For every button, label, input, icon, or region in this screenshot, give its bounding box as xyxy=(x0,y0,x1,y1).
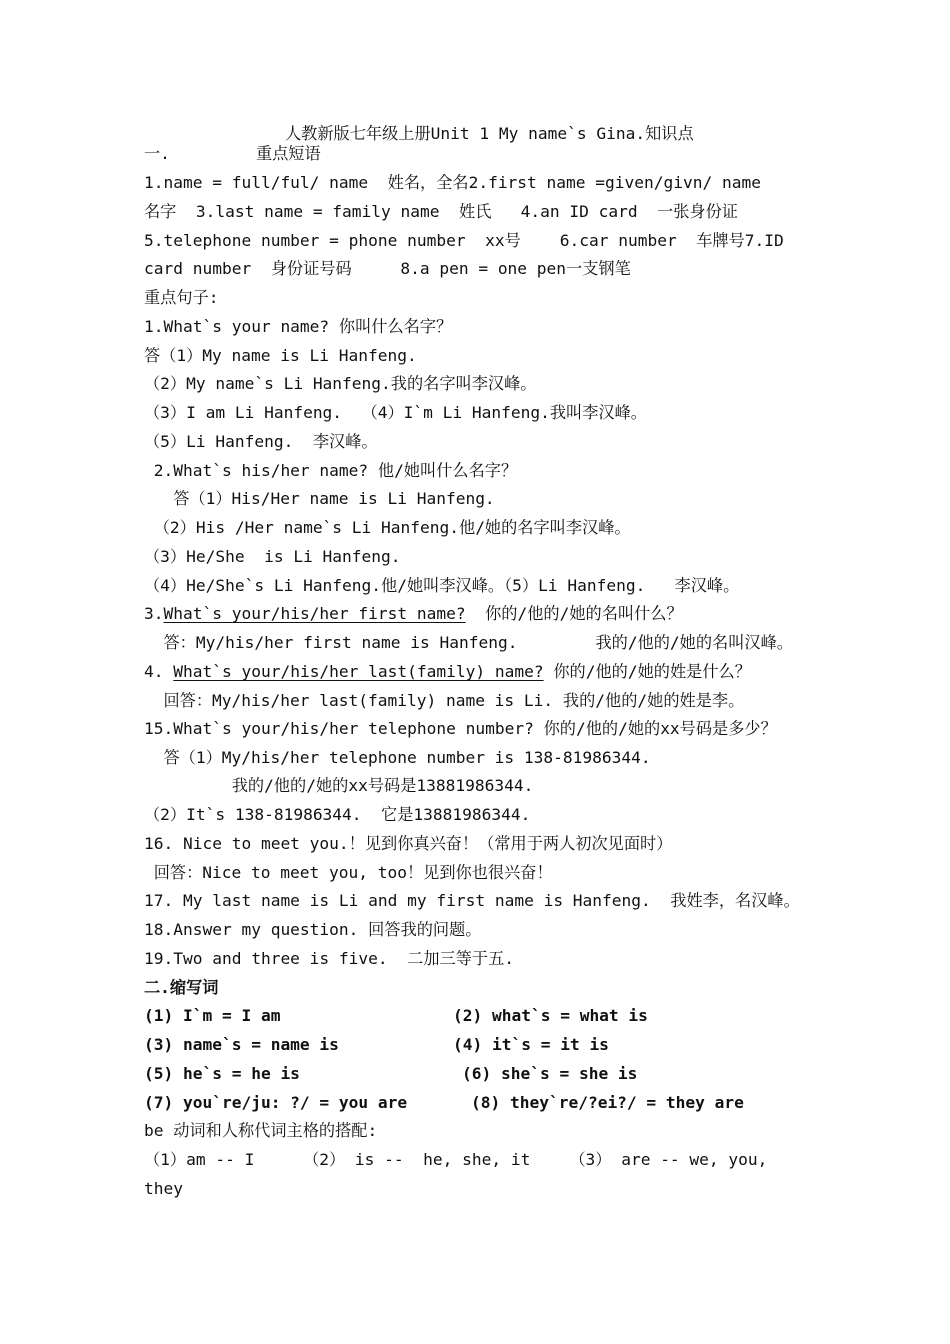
phrase-line: 5.telephone number = phone number xx号 6.car number 车牌号7.ID xyxy=(144,231,784,250)
section1-heading-text: 重点短语 xyxy=(255,144,321,163)
contraction-item: (6) she`s = she is xyxy=(462,1064,638,1083)
sentence-line: 18.Answer my question. 回答我的问题。 xyxy=(144,920,482,939)
sentence-line xyxy=(144,662,751,682)
sentence-line: 19.Two and three is five. 二加三等于五. xyxy=(144,949,515,968)
answer-line: （2）It`s 138-81986344. 它是13881986344. xyxy=(144,805,531,824)
phrase-line: 1.name = full/ful/ name 姓名，全名2.first name =given/givn/ name xyxy=(144,173,761,192)
contraction-item: (5) he`s = he is xyxy=(144,1064,300,1083)
sentences-heading: 重点句子: xyxy=(144,288,219,307)
answer-line: （2）His /Her name`s Li Hanfeng.他/她的名字叫李汉峰。 xyxy=(144,518,631,537)
contraction-item: (8) they`re/?ei?/ = they are xyxy=(471,1093,744,1112)
phrase-line: card number 身份证号码 8.a pen = one pen一支钢笔 xyxy=(144,259,631,278)
phrase-line: 名字 3.last name = family name 姓氏 4.an ID card 一张身份证 xyxy=(144,202,738,221)
answer-line: （2）My name`s Li Hanfeng.我的名字叫李汉峰。 xyxy=(144,374,537,393)
question-translation: 你的/他的/她的姓是什么？ xyxy=(543,662,751,681)
sentence-line: 15.What`s your/his/her telephone number? 你的/他的/她的xx号码是多少？ xyxy=(144,719,777,738)
contraction-item: (7) you`re/ju: ?/ = you are xyxy=(144,1093,408,1112)
answer-line: 我的/他的/她的xx号码是13881986344. xyxy=(144,776,534,795)
sentence-line: 1.What`s your name? 你叫什么名字？ xyxy=(144,317,453,336)
be-verb-line: （1）am -- I （2） is -- he, she, it （3） are -- we, you, xyxy=(144,1150,768,1169)
answer-line: （3）I am Li Hanfeng. （4）I`m Li Hanfeng.我叫李汉峰。 xyxy=(144,403,647,422)
sentence-line: 17. My last name is Li and my first name is Hanfeng. 我姓李，名汉峰。 xyxy=(144,891,800,910)
answer-line: （5）Li Hanfeng. 李汉峰。 xyxy=(144,432,378,451)
underlined-question: What`s your/his/her last(family) name? xyxy=(173,662,544,681)
answer-line: 答（1）My name is Li Hanfeng. xyxy=(144,346,417,365)
answer-line: 答（1）His/Her name is Li Hanfeng. xyxy=(144,489,495,508)
answer-line: 回答：My/his/her last(family) name is Li. 我的/他的/她的姓是李。 xyxy=(144,691,745,710)
underlined-question: What`s your/his/her first name? xyxy=(163,604,466,623)
contraction-item: (3) name`s = name is xyxy=(144,1035,339,1054)
sentence-number: 3. xyxy=(144,604,164,623)
be-verb-heading: be 动词和人称代词主格的搭配: xyxy=(144,1121,378,1140)
sentence-number: 4. xyxy=(144,662,174,681)
contraction-item: (4) it`s = it is xyxy=(453,1035,609,1054)
section2-heading: 二.缩写词 xyxy=(144,978,219,997)
answer-line: 答：My/his/her first name is Hanfeng. 我的/他的/她的名叫汉峰。 xyxy=(144,633,793,652)
contraction-item: (1) I`m = I am xyxy=(144,1006,281,1025)
contraction-item: (2) what`s = what is xyxy=(453,1006,648,1025)
sentence-line: 16. Nice to meet you.！见到你真兴奋！（常用于两人初次见面时） xyxy=(144,834,673,853)
section1-heading xyxy=(144,144,321,164)
page-title: 人教新版七年级上册Unit 1 My name`s Gina.知识点 xyxy=(285,124,694,143)
sentence-line xyxy=(144,604,683,624)
section1-heading-number: 一. xyxy=(144,144,170,163)
answer-line: 答（1）My/his/her telephone number is 138-81986344. xyxy=(144,748,651,767)
answer-line: （4）He/She`s Li Hanfeng.他/她叫李汉峰。（5）Li Hanfeng. 李汉峰。 xyxy=(144,576,740,595)
sentence-line: 2.What`s his/her name? 他/她叫什么名字？ xyxy=(144,461,518,480)
question-translation: 你的/他的/她的名叫什么？ xyxy=(465,604,683,623)
answer-line: 回答：Nice to meet you, too！见到你也很兴奋！ xyxy=(144,863,553,882)
be-verb-line: they xyxy=(144,1179,183,1198)
answer-line: （3）He/She is Li Hanfeng. xyxy=(144,547,401,566)
